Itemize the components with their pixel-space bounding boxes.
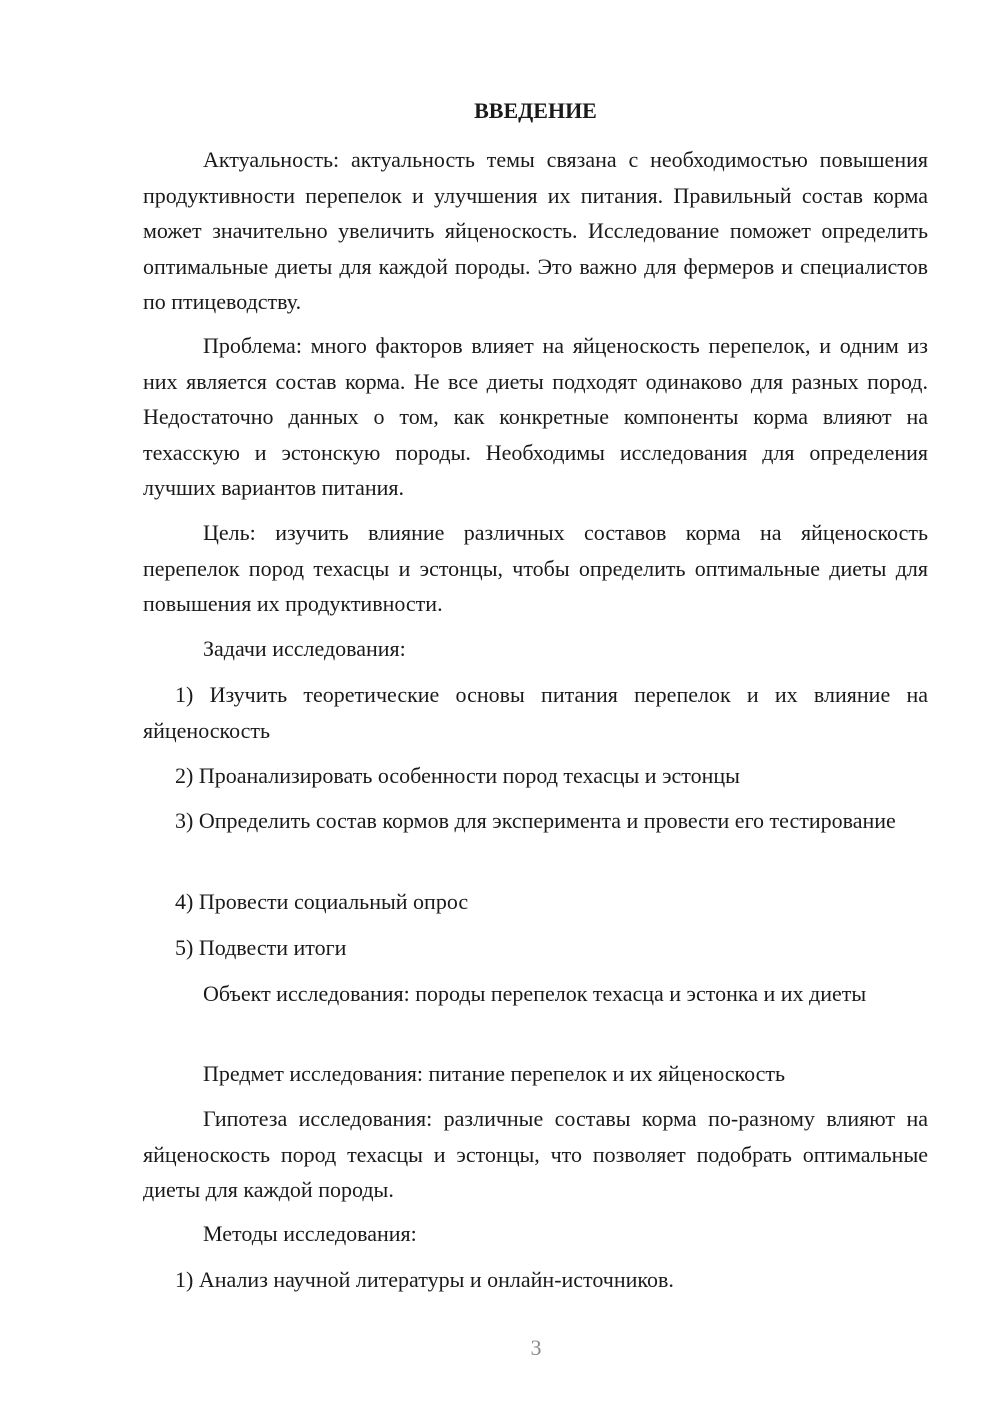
list-item-task-2: 2) Проанализировать особенности пород техасцы и эстонцы [175, 763, 740, 788]
list-item-task-5: 5) Подвести итоги [175, 935, 347, 960]
paragraph-hypothesis: Гипотеза исследования: различные составы корма по-разному влияют на яйценоскость пород техасцы и эстонцы, что позволяет подобрать оптимальные диеты для каждой породы. [143, 1106, 928, 1202]
paragraph-tasks-heading: Задачи исследования: [203, 636, 406, 661]
list-item-task-4: 4) Провести социальный опрос [175, 889, 469, 914]
list-item-method-1: 1) Анализ научной литературы и онлайн-источников. [175, 1267, 674, 1292]
paragraph-goal: Цель: изучить влияние различных составов корма на яйценоскость перепелок пород техасцы и эстонцы, чтобы определить оптимальные диеты для повышения их продуктивности. [143, 520, 928, 616]
paragraph-relevance: Актуальность: актуальность темы связана с необходимостью повышения продуктивности перепелок и улучшения их питания. Правильный состав корма может значительно увеличить яйценоскость. Исследование поможет определить оптимальные диеты для каждой породы. Это важно для фермеров и специалистов по птицеводству. [143, 147, 928, 314]
paragraph-subject: Предмет исследования: питание перепелок и их яйценоскость [203, 1061, 786, 1086]
page-number: 3 [530, 1335, 542, 1360]
paragraph-object: Объект исследования: породы перепелок техасца и эстонка и их диеты [203, 981, 867, 1006]
page-title: ВВЕДЕНИЕ [474, 98, 597, 123]
list-item-task-1: 1) Изучить теоретические основы питания перепелок и их влияние на яйценоскость [143, 682, 928, 743]
paragraph-methods-heading: Методы исследования: [203, 1221, 417, 1246]
list-item-task-3: 3) Определить состав кормов для эксперимента и провести его тестирование [175, 808, 896, 833]
paragraph-problem: Проблема: много факторов влияет на яйценоскость перепелок, и одним из них является состав корма. Не все диеты подходят одинаково для разных пород. Недостаточно данных о том, как конкретные компоненты корма влияют на техасскую и эстонскую породы. Необходимы исследования для определения лучших вариантов питания. [143, 333, 928, 500]
